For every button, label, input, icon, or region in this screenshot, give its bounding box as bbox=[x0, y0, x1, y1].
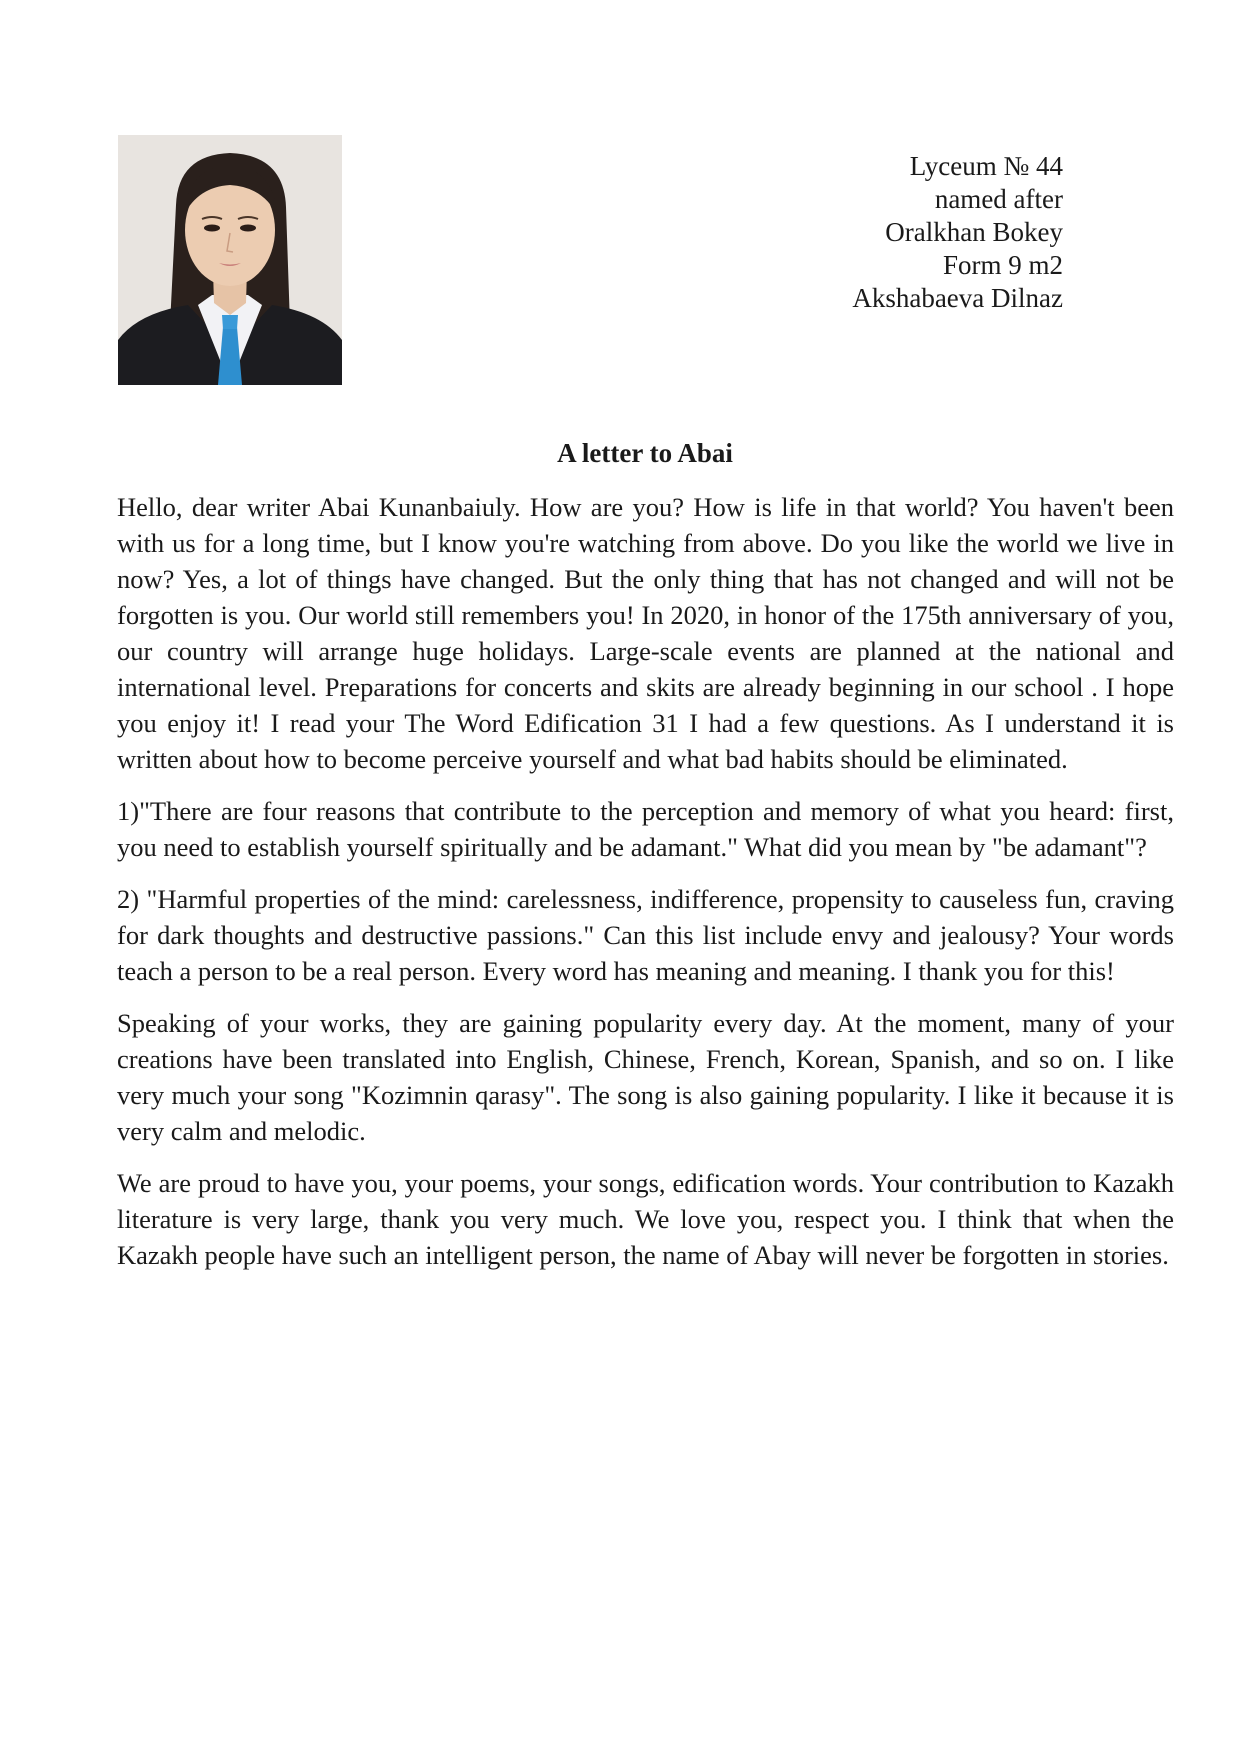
paragraph-intro: Hello, dear writer Abai Kunanbaiuly. How are you? How is life in that world? You haven't been with us for a long time, but I know you're watching from above. Do you like the world we live in now? Yes, a lot of things have changed. But the only thing that has not changed and will not be forgotten is you. Our world still remembers you! In 2020, in honor of the 175th anniversary of you, our country will arrange huge holidays. Large-scale events are planned at the national and international level. Preparations for concerts and skits are already beginning in our school . I hope you enjoy it! I read your The Word Edification 31 I had a few questions. As I understand it is written about how to become perceive yourself and what bad habits should be eliminated. bbox=[117, 492, 1174, 774]
portrait-image bbox=[118, 135, 342, 385]
student-form: Form 9 m2 bbox=[942, 250, 1063, 280]
author-header bbox=[852, 150, 1063, 315]
student-name: Akshabaeva Dilnaz bbox=[852, 283, 1063, 313]
paragraph-question-2: 2) "Harmful properties of the mind: carelessness, indifference, propensity to causeless fun, craving for dark thoughts and destructive passions." Can this list include envy and jealousy? Your words teach a person to be a real person. Every word has meaning and meaning. I thank you for this! bbox=[117, 884, 1174, 986]
letter-body bbox=[117, 489, 1174, 1289]
paragraph-works: Speaking of your works, they are gaining popularity every day. At the moment, many of your creations have been translated into English, Chinese, French, Korean, Spanish, and so on. I like very much your song "Kozimnin qarasy". The song is also gaining popularity. I like it because it is very calm and melodic. bbox=[117, 1008, 1174, 1146]
paragraph-closing: We are proud to have you, your poems, your songs, edification words. Your contribution to Kazakh literature is very large, thank you very much. We love you, respect you. I think that when the Kazakh people have such an intelligent person, the name of Abay will never be forgotten in stories. bbox=[117, 1168, 1174, 1270]
school-name-line2: named after bbox=[934, 184, 1063, 214]
school-name: Lyceum № 44 bbox=[909, 151, 1063, 181]
paragraph-question-1: 1)"There are four reasons that contribute to the perception and memory of what you heard: first, you need to establish yourself spiritually and be adamant." What did you mean by "be adamant"? bbox=[117, 796, 1174, 862]
letter-title: A letter to Abai bbox=[557, 438, 733, 468]
student-photo bbox=[118, 135, 342, 385]
school-namesake: Oralkhan Bokey bbox=[885, 217, 1063, 247]
